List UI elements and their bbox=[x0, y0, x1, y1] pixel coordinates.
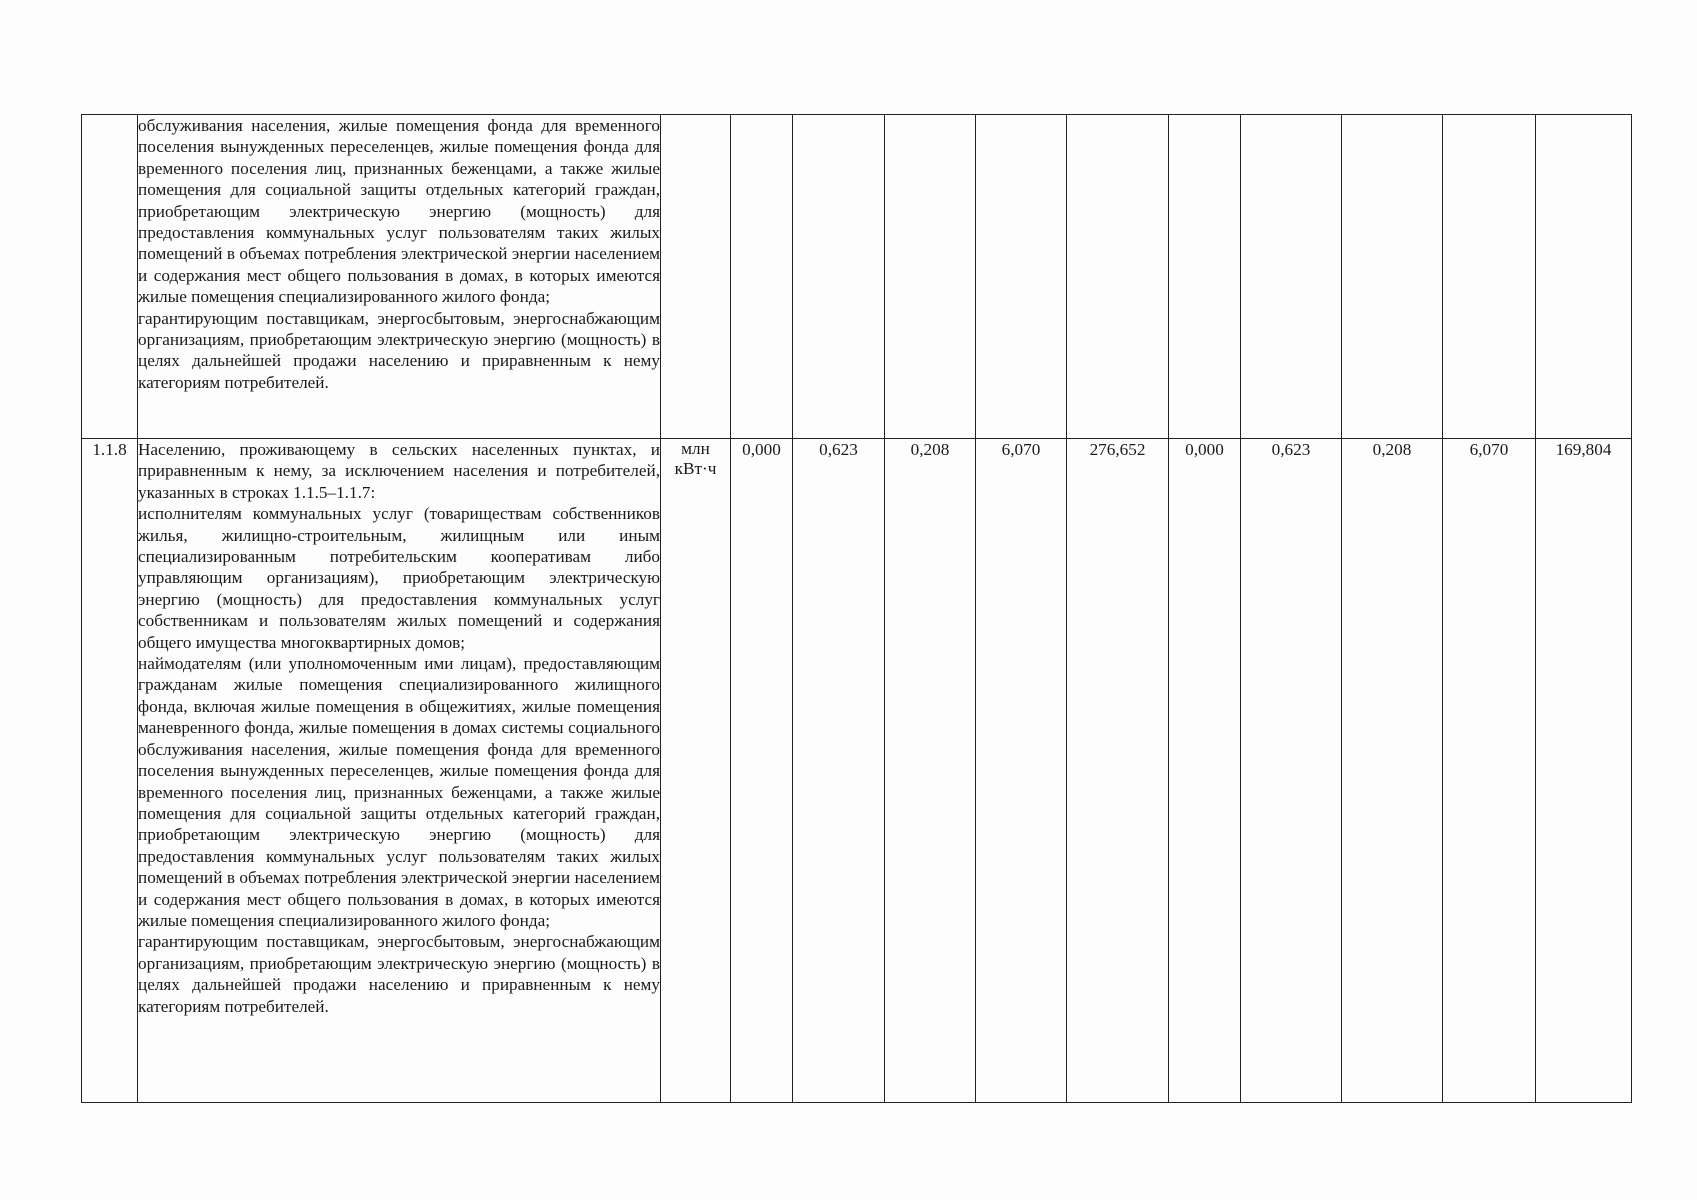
value-cell bbox=[1536, 115, 1632, 439]
value-cell: 169,804 bbox=[1536, 439, 1632, 1103]
value-cell bbox=[793, 115, 885, 439]
value-cell: 276,652 bbox=[1067, 439, 1169, 1103]
description-paragraph: обслуживания населения, жилые помещения фонда для временного поселения вынужденных переселенцев, жилые помещения фонда для временного поселения лиц, признанных беженцами, а также жилые помещения для социальной защиты отдельных категорий граждан, приобретающим электрическую энергию (мощность) для предоставления коммунальных услуг пользователям таких жилых помещений в объемах потребления электрической энергии населением и содержания мест общего пользования в домах, в которых имеются жилые помещения специализированного жилого фонда; bbox=[138, 116, 660, 307]
row-number-cell bbox=[82, 115, 138, 439]
description-cell bbox=[138, 439, 661, 1103]
description-paragraph: наймодателям (или уполномоченным ими лицам), предоставляющим гражданам жилые помещения специализированного жилищного фонда, включая жилые помещения в общежитиях, жилые помещения маневренного фонда, жилые помещения в домах системы социального обслуживания населения, жилые помещения фонда для временного поселения вынужденных переселенцев, жилые помещения фонда для временного поселения лиц, признанных беженцами, а также жилые помещения для социальной защиты отдельных категорий граждан, приобретающим электрическую энергию (мощность) для предоставления коммунальных услуг пользователям таких жилых помещений в объемах потребления электрической энергии населением и содержания мест общего пользования в домах, в которых имеются жилые помещения специализированного жилого фонда; bbox=[138, 654, 660, 930]
value-cell: 0,208 bbox=[1342, 439, 1443, 1103]
unit-label: млн bbox=[681, 439, 710, 458]
value-cell bbox=[976, 115, 1067, 439]
description-paragraph: гарантирующим поставщикам, энергосбытовым, энергоснабжающим организациям, приобретающим электрическую энергию (мощность) в целях дальнейшей продажи населению и приравненным к нему категориям потребителей. bbox=[138, 308, 660, 392]
value-cell: 0,000 bbox=[1169, 439, 1241, 1103]
value-cell: 6,070 bbox=[976, 439, 1067, 1103]
value-cell bbox=[731, 115, 793, 439]
value-cell bbox=[1443, 115, 1536, 439]
tariff-table bbox=[81, 114, 1632, 1103]
unit-cell bbox=[661, 439, 731, 1103]
unit-cell bbox=[661, 115, 731, 439]
description-paragraph: Населению, проживающему в сельских населенных пунктах, и приравненным к нему, за исключением населения и потребителей, указанных в строках 1.1.5–1.1.7: bbox=[138, 440, 660, 502]
description-paragraph: исполнителям коммунальных услуг (товариществам собственников жилья, жилищно-строительным, жилищным или иным специализированным потребительским кооперативам либо управляющим организациям), приобретающим электрическую энергию (мощность) для предоставления коммунальных услуг собственникам и пользователям жилых помещений и содержания общего имущества многоквартирных домов; bbox=[138, 504, 660, 652]
value-cell: 6,070 bbox=[1443, 439, 1536, 1103]
unit-label: кВт·ч bbox=[674, 459, 717, 478]
row-number-cell: 1.1.8 bbox=[82, 439, 138, 1103]
value-cell: 0,623 bbox=[1241, 439, 1342, 1103]
value-cell bbox=[885, 115, 976, 439]
table-row bbox=[82, 115, 1632, 439]
value-cell bbox=[1169, 115, 1241, 439]
value-cell bbox=[1241, 115, 1342, 439]
description-paragraph: гарантирующим поставщикам, энергосбытовым, энергоснабжающим организациям, приобретающим электрическую энергию (мощность) в целях дальнейшей продажи населению и приравненным к нему категориям потребителей. bbox=[138, 932, 660, 1016]
value-cell bbox=[1067, 115, 1169, 439]
value-cell: 0,623 bbox=[793, 439, 885, 1103]
value-cell: 0,000 bbox=[731, 439, 793, 1103]
table-row bbox=[82, 439, 1632, 1103]
value-cell: 0,208 bbox=[885, 439, 976, 1103]
description-cell bbox=[138, 115, 661, 439]
value-cell bbox=[1342, 115, 1443, 439]
